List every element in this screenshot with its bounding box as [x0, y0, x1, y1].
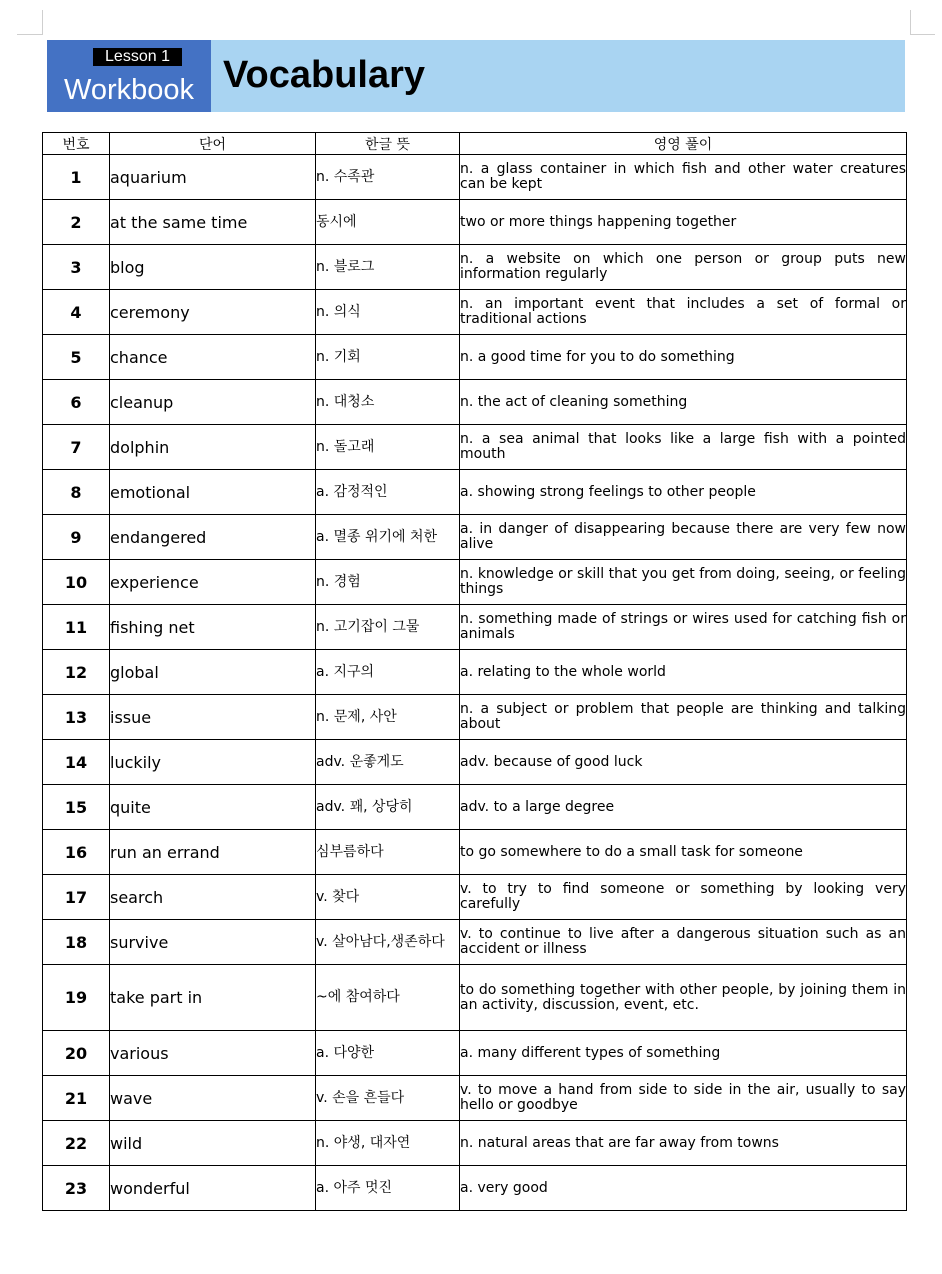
- word-number: 22: [43, 1121, 110, 1166]
- english-definition: n. natural areas that are far away from towns: [460, 1121, 907, 1166]
- word-number: 5: [43, 335, 110, 380]
- crop-mark: [42, 10, 43, 35]
- word-cell: wonderful: [110, 1166, 316, 1211]
- word-cell: wave: [110, 1076, 316, 1121]
- header-number: 번호: [43, 133, 110, 155]
- page-header: [47, 40, 905, 112]
- vocabulary-table: [42, 132, 907, 1211]
- word-cell: at the same time: [110, 200, 316, 245]
- page-title: Vocabulary: [223, 54, 426, 96]
- crop-mark: [910, 10, 911, 35]
- word-number: 18: [43, 920, 110, 965]
- english-definition: n. an important event that includes a set of formal or traditional actions: [460, 290, 907, 335]
- korean-meaning: a. 멸종 위기에 처한: [316, 515, 460, 560]
- word-cell: blog: [110, 245, 316, 290]
- table-row: [43, 650, 907, 695]
- table-row: [43, 200, 907, 245]
- english-definition: to do something together with other people, by joining them in an activity, discussion, event, etc.: [460, 965, 907, 1031]
- table-row: [43, 785, 907, 830]
- word-cell: search: [110, 875, 316, 920]
- table-row: [43, 380, 907, 425]
- table-row: [43, 1166, 907, 1211]
- korean-meaning: a. 다양한: [316, 1031, 460, 1076]
- english-definition: a. very good: [460, 1166, 907, 1211]
- table-row: [43, 740, 907, 785]
- korean-meaning: n. 문제, 사안: [316, 695, 460, 740]
- word-cell: chance: [110, 335, 316, 380]
- table-row: [43, 515, 907, 560]
- word-number: 2: [43, 200, 110, 245]
- table-row: [43, 470, 907, 515]
- word-number: 23: [43, 1166, 110, 1211]
- table-row: [43, 920, 907, 965]
- english-definition: adv. to a large degree: [460, 785, 907, 830]
- crop-mark: [17, 34, 42, 35]
- korean-meaning: v. 손을 흔들다: [316, 1076, 460, 1121]
- word-number: 16: [43, 830, 110, 875]
- english-definition: n. a glass container in which fish and other water creatures can be kept: [460, 155, 907, 200]
- korean-meaning: n. 돌고래: [316, 425, 460, 470]
- crop-mark: [910, 34, 935, 35]
- word-number: 13: [43, 695, 110, 740]
- word-number: 3: [43, 245, 110, 290]
- word-cell: emotional: [110, 470, 316, 515]
- table-row: [43, 830, 907, 875]
- english-definition: a. showing strong feelings to other people: [460, 470, 907, 515]
- word-cell: fishing net: [110, 605, 316, 650]
- word-number: 14: [43, 740, 110, 785]
- word-cell: endangered: [110, 515, 316, 560]
- korean-meaning: v. 살아남다,생존하다: [316, 920, 460, 965]
- title-band: [211, 40, 905, 112]
- header-word: 단어: [110, 133, 316, 155]
- korean-meaning: adv. 꽤, 상당히: [316, 785, 460, 830]
- word-number: 9: [43, 515, 110, 560]
- header-korean: 한글 뜻: [316, 133, 460, 155]
- word-number: 20: [43, 1031, 110, 1076]
- table-row: [43, 335, 907, 380]
- table-row: [43, 605, 907, 650]
- header-definition: 영영 풀이: [460, 133, 907, 155]
- word-cell: take part in: [110, 965, 316, 1031]
- table-row: [43, 1031, 907, 1076]
- korean-meaning: ~에 참여하다: [316, 965, 460, 1031]
- word-cell: ceremony: [110, 290, 316, 335]
- korean-meaning: adv. 운좋게도: [316, 740, 460, 785]
- korean-meaning: a. 감정적인: [316, 470, 460, 515]
- word-number: 10: [43, 560, 110, 605]
- table-row: [43, 290, 907, 335]
- word-number: 6: [43, 380, 110, 425]
- english-definition: adv. because of good luck: [460, 740, 907, 785]
- table-row: [43, 1121, 907, 1166]
- english-definition: a. many different types of something: [460, 1031, 907, 1076]
- word-number: 15: [43, 785, 110, 830]
- korean-meaning: v. 찾다: [316, 875, 460, 920]
- workbook-label: Workbook: [63, 74, 195, 106]
- word-number: 17: [43, 875, 110, 920]
- table-row: [43, 965, 907, 1031]
- korean-meaning: n. 고기잡이 그물: [316, 605, 460, 650]
- word-cell: various: [110, 1031, 316, 1076]
- workbook-badge: [47, 40, 211, 112]
- word-number: 11: [43, 605, 110, 650]
- english-definition: n. a sea animal that looks like a large fish with a pointed mouth: [460, 425, 907, 470]
- word-cell: aquarium: [110, 155, 316, 200]
- word-number: 8: [43, 470, 110, 515]
- word-cell: dolphin: [110, 425, 316, 470]
- korean-meaning: n. 야생, 대자연: [316, 1121, 460, 1166]
- english-definition: n. something made of strings or wires used for catching fish or animals: [460, 605, 907, 650]
- english-definition: to go somewhere to do a small task for someone: [460, 830, 907, 875]
- word-number: 7: [43, 425, 110, 470]
- korean-meaning: a. 아주 멋진: [316, 1166, 460, 1211]
- english-definition: two or more things happening together: [460, 200, 907, 245]
- korean-meaning: a. 지구의: [316, 650, 460, 695]
- english-definition: n. a good time for you to do something: [460, 335, 907, 380]
- korean-meaning: n. 수족관: [316, 155, 460, 200]
- english-definition: a. in danger of disappearing because there are very few now alive: [460, 515, 907, 560]
- table-row: [43, 1076, 907, 1121]
- word-number: 4: [43, 290, 110, 335]
- korean-meaning: 동시에: [316, 200, 460, 245]
- english-definition: n. a website on which one person or group puts new information regularly: [460, 245, 907, 290]
- table-row: [43, 560, 907, 605]
- word-cell: survive: [110, 920, 316, 965]
- lesson-label: Lesson 1: [93, 48, 182, 66]
- english-definition: v. to try to find someone or something by looking very carefully: [460, 875, 907, 920]
- word-number: 19: [43, 965, 110, 1031]
- table-row: [43, 245, 907, 290]
- word-number: 21: [43, 1076, 110, 1121]
- english-definition: n. a subject or problem that people are thinking and talking about: [460, 695, 907, 740]
- korean-meaning: n. 대청소: [316, 380, 460, 425]
- word-cell: global: [110, 650, 316, 695]
- word-number: 12: [43, 650, 110, 695]
- english-definition: a. relating to the whole world: [460, 650, 907, 695]
- table-row: [43, 875, 907, 920]
- table-row: [43, 695, 907, 740]
- korean-meaning: 심부름하다: [316, 830, 460, 875]
- table-header-row: [43, 133, 907, 155]
- word-number: 1: [43, 155, 110, 200]
- word-cell: luckily: [110, 740, 316, 785]
- word-cell: cleanup: [110, 380, 316, 425]
- word-cell: experience: [110, 560, 316, 605]
- english-definition: n. the act of cleaning something: [460, 380, 907, 425]
- english-definition: v. to move a hand from side to side in the air, usually to say hello or goodbye: [460, 1076, 907, 1121]
- table-body: [43, 155, 907, 1211]
- table-row: [43, 155, 907, 200]
- korean-meaning: n. 의식: [316, 290, 460, 335]
- english-definition: v. to continue to live after a dangerous situation such as an accident or illness: [460, 920, 907, 965]
- english-definition: n. knowledge or skill that you get from doing, seeing, or feeling things: [460, 560, 907, 605]
- word-cell: quite: [110, 785, 316, 830]
- word-cell: wild: [110, 1121, 316, 1166]
- word-cell: run an errand: [110, 830, 316, 875]
- korean-meaning: n. 블로그: [316, 245, 460, 290]
- word-cell: issue: [110, 695, 316, 740]
- korean-meaning: n. 경험: [316, 560, 460, 605]
- table-row: [43, 425, 907, 470]
- korean-meaning: n. 기회: [316, 335, 460, 380]
